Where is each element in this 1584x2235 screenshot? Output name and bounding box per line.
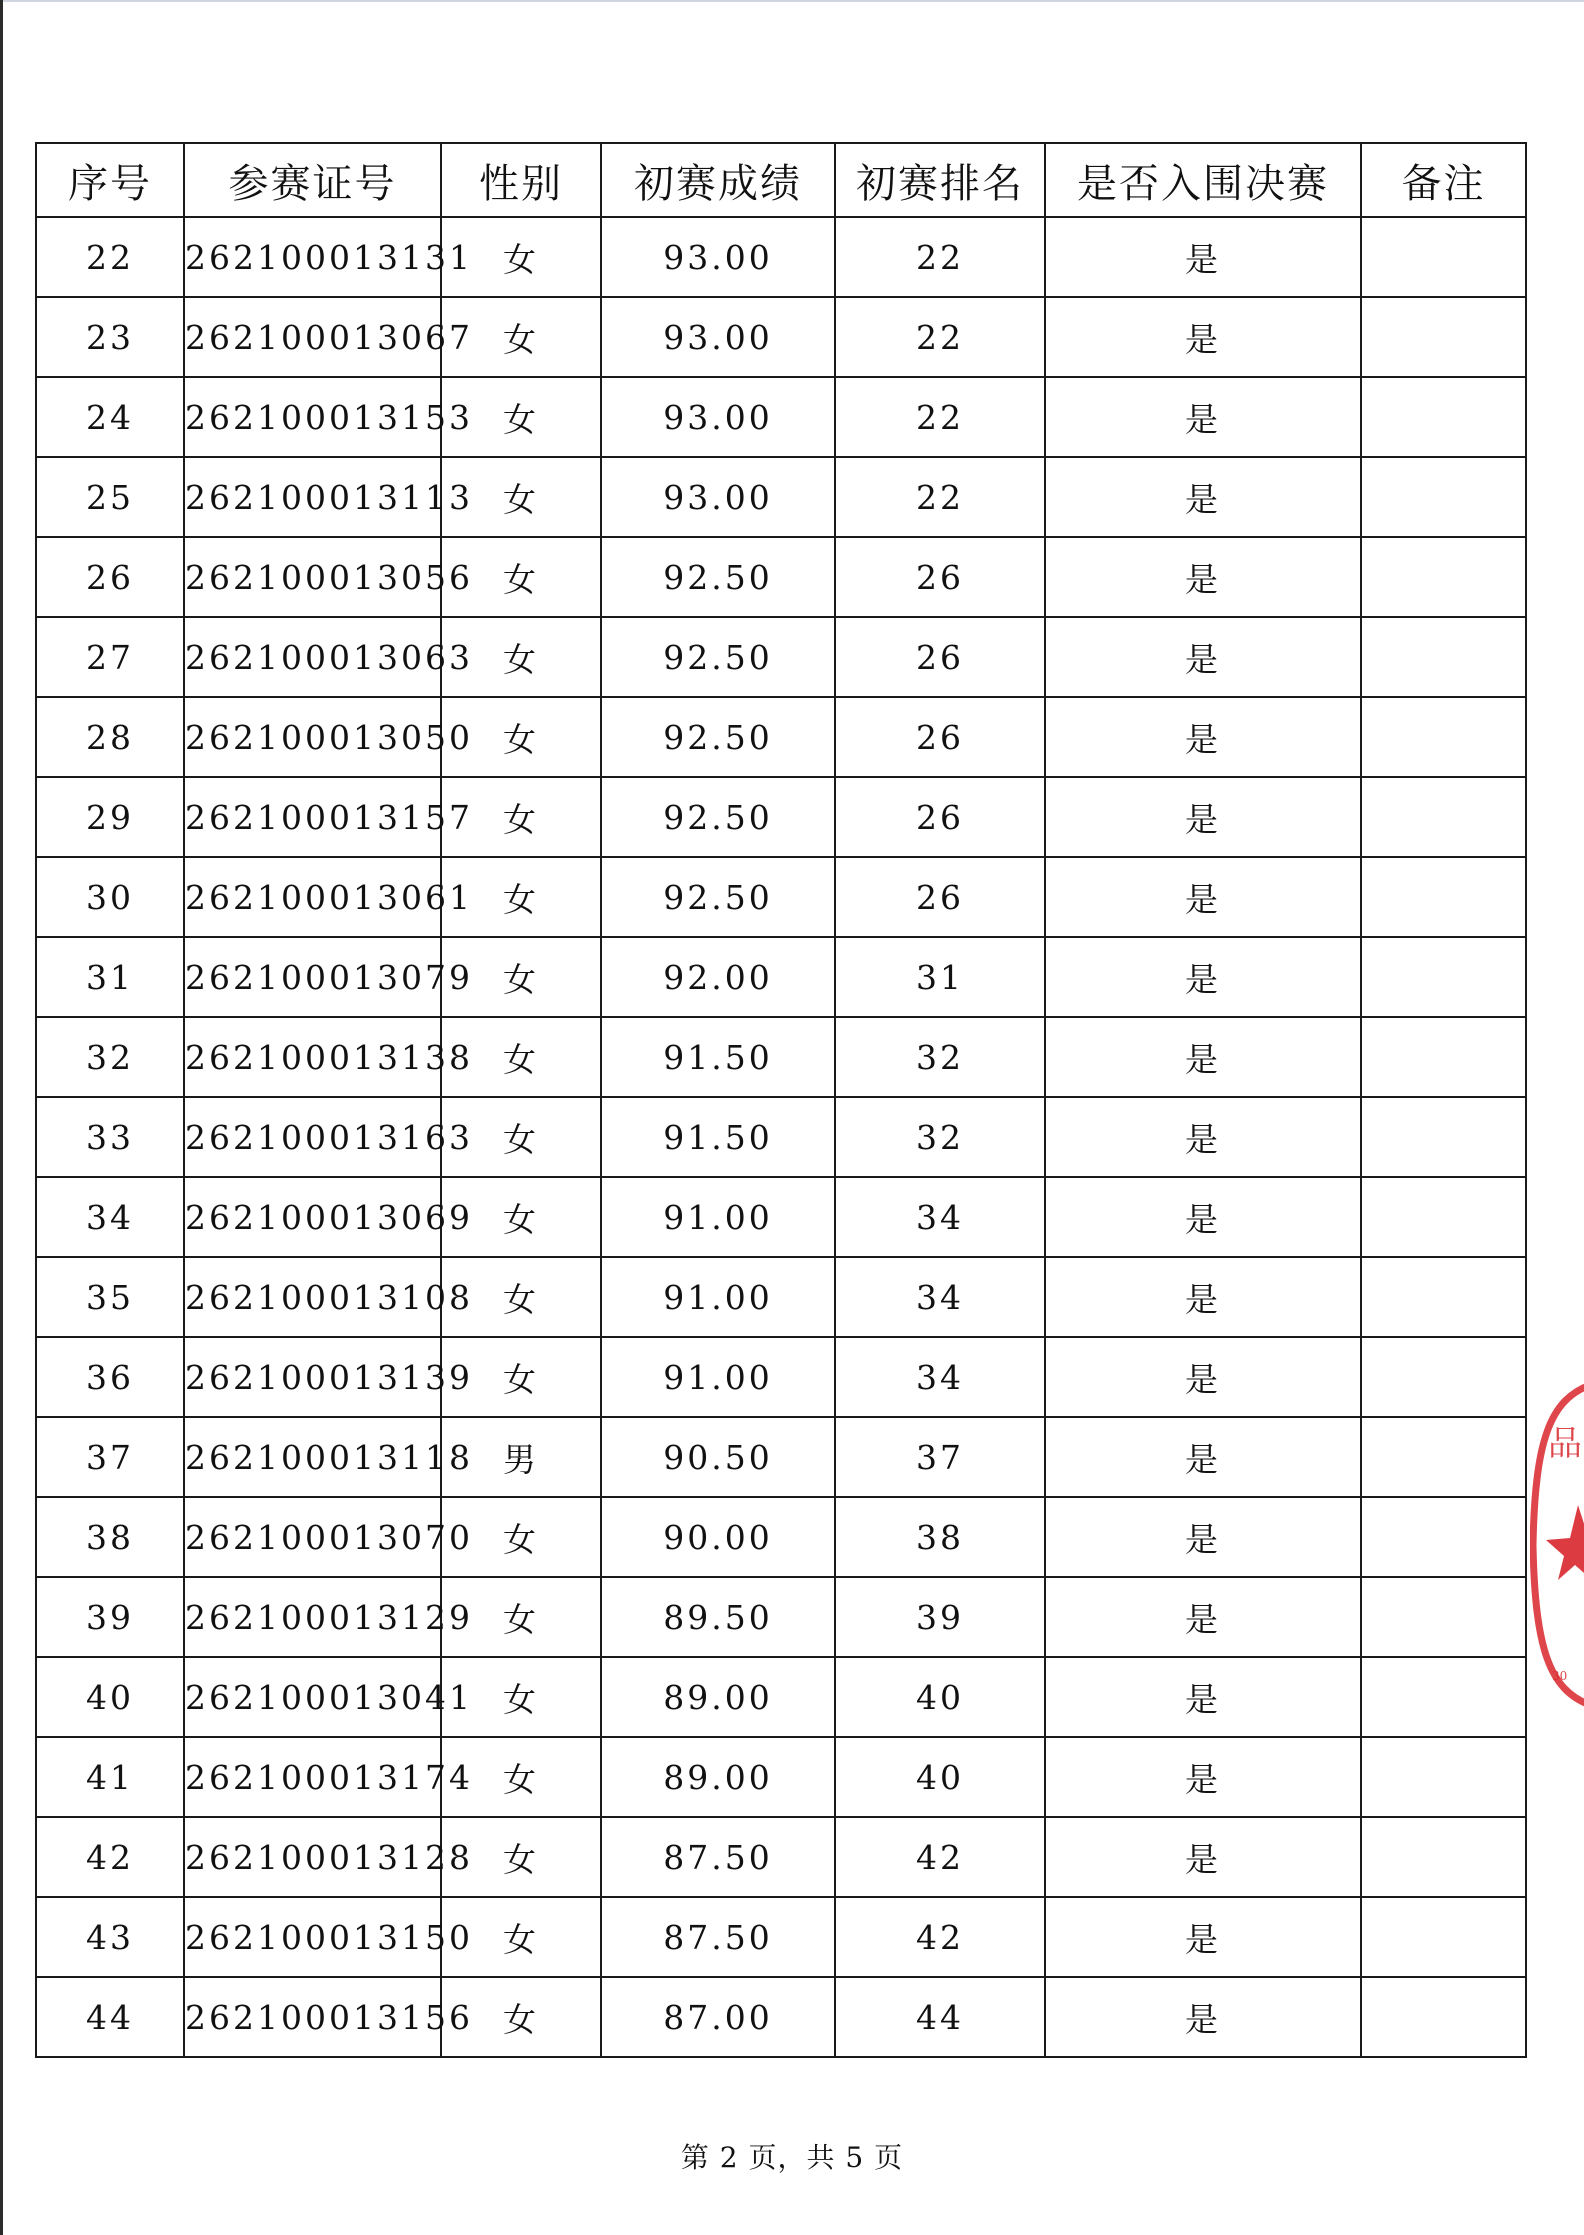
cell-ticket-number: 262100013067: [184, 297, 441, 377]
table-row: [36, 1097, 1526, 1177]
cell-gender: 女: [441, 777, 601, 857]
header-remarks: 备注: [1361, 143, 1526, 217]
cell-finalist: 是: [1045, 537, 1361, 617]
cell-gender: 男: [441, 1417, 601, 1497]
table-row: [36, 537, 1526, 617]
cell-gender: 女: [441, 1657, 601, 1737]
cell-seq: 38: [36, 1497, 184, 1577]
cell-prelim-rank: 22: [835, 217, 1045, 297]
cell-ticket-number: 262100013157: [184, 777, 441, 857]
cell-seq: 41: [36, 1737, 184, 1817]
table-row: [36, 1657, 1526, 1737]
cell-gender: 女: [441, 1257, 601, 1337]
cell-prelim-score: 92.50: [601, 537, 835, 617]
cell-ticket-number: 262100013056: [184, 537, 441, 617]
cell-seq: 27: [36, 617, 184, 697]
table-header-row: [36, 143, 1526, 217]
cell-seq: 22: [36, 217, 184, 297]
table-row: [36, 1257, 1526, 1337]
red-seal-stamp: [1530, 1380, 1584, 1710]
cell-gender: 女: [441, 1977, 601, 2057]
table-row: [36, 1497, 1526, 1577]
cell-finalist: 是: [1045, 217, 1361, 297]
cell-finalist: 是: [1045, 1417, 1361, 1497]
cell-finalist: 是: [1045, 1017, 1361, 1097]
cell-prelim-rank: 26: [835, 697, 1045, 777]
cell-prelim-rank: 38: [835, 1497, 1045, 1577]
cell-seq: 24: [36, 377, 184, 457]
cell-gender: 女: [441, 1497, 601, 1577]
cell-remarks: [1361, 377, 1526, 457]
cell-remarks: [1361, 937, 1526, 1017]
cell-prelim-score: 89.50: [601, 1577, 835, 1657]
cell-finalist: 是: [1045, 1177, 1361, 1257]
header-gender: 性别: [441, 143, 601, 217]
cell-gender: 女: [441, 1097, 601, 1177]
results-table: [35, 142, 1527, 2058]
cell-remarks: [1361, 457, 1526, 537]
cell-prelim-rank: 32: [835, 1017, 1045, 1097]
table-row: [36, 377, 1526, 457]
scan-left-border: [0, 0, 3, 2235]
cell-remarks: [1361, 1977, 1526, 2057]
cell-remarks: [1361, 1017, 1526, 1097]
cell-gender: 女: [441, 1817, 601, 1897]
seal-star: [1546, 1505, 1584, 1580]
cell-remarks: [1361, 617, 1526, 697]
cell-gender: 女: [441, 297, 601, 377]
page-footer: 第 2 页，共 5 页: [680, 2141, 904, 2174]
cell-finalist: 是: [1045, 1097, 1361, 1177]
cell-prelim-rank: 40: [835, 1657, 1045, 1737]
cell-gender: 女: [441, 1337, 601, 1417]
cell-finalist: 是: [1045, 457, 1361, 537]
cell-gender: 女: [441, 1017, 601, 1097]
cell-prelim-score: 93.00: [601, 457, 835, 537]
cell-ticket-number: 262100013108: [184, 1257, 441, 1337]
cell-prelim-score: 87.00: [601, 1977, 835, 2057]
cell-remarks: [1361, 1657, 1526, 1737]
cell-prelim-rank: 22: [835, 457, 1045, 537]
cell-ticket-number: 262100013129: [184, 1577, 441, 1657]
cell-ticket-number: 262100013063: [184, 617, 441, 697]
header-ticket-number: 参赛证号: [184, 143, 441, 217]
cell-prelim-rank: 34: [835, 1337, 1045, 1417]
cell-finalist: 是: [1045, 1657, 1361, 1737]
table-row: [36, 857, 1526, 937]
cell-prelim-score: 92.50: [601, 697, 835, 777]
cell-seq: 37: [36, 1417, 184, 1497]
cell-ticket-number: 262100013150: [184, 1897, 441, 1977]
cell-ticket-number: 262100013156: [184, 1977, 441, 2057]
cell-prelim-score: 93.00: [601, 297, 835, 377]
cell-prelim-rank: 26: [835, 857, 1045, 937]
cell-seq: 33: [36, 1097, 184, 1177]
cell-ticket-number: 262100013138: [184, 1017, 441, 1097]
cell-seq: 28: [36, 697, 184, 777]
cell-prelim-rank: 44: [835, 1977, 1045, 2057]
cell-prelim-score: 91.00: [601, 1257, 835, 1337]
cell-prelim-rank: 34: [835, 1177, 1045, 1257]
cell-seq: 32: [36, 1017, 184, 1097]
cell-remarks: [1361, 1257, 1526, 1337]
cell-prelim-rank: 26: [835, 537, 1045, 617]
cell-prelim-score: 90.00: [601, 1497, 835, 1577]
cell-gender: 女: [441, 1737, 601, 1817]
cell-gender: 女: [441, 1577, 601, 1657]
cell-seq: 42: [36, 1817, 184, 1897]
cell-ticket-number: 262100013118: [184, 1417, 441, 1497]
cell-prelim-rank: 39: [835, 1577, 1045, 1657]
cell-prelim-rank: 32: [835, 1097, 1045, 1177]
cell-gender: 女: [441, 377, 601, 457]
cell-gender: 女: [441, 857, 601, 937]
cell-finalist: 是: [1045, 857, 1361, 937]
cell-remarks: [1361, 1177, 1526, 1257]
cell-seq: 44: [36, 1977, 184, 2057]
cell-prelim-score: 93.00: [601, 377, 835, 457]
cell-prelim-score: 87.50: [601, 1897, 835, 1977]
seal-partial-number: 30: [1552, 1669, 1568, 1683]
header-prelim-score: 初赛成绩: [601, 143, 835, 217]
table-row: [36, 457, 1526, 537]
cell-gender: 女: [441, 617, 601, 697]
cell-finalist: 是: [1045, 1737, 1361, 1817]
cell-prelim-score: 92.50: [601, 857, 835, 937]
cell-seq: 31: [36, 937, 184, 1017]
cell-finalist: 是: [1045, 777, 1361, 857]
cell-seq: 39: [36, 1577, 184, 1657]
cell-prelim-rank: 37: [835, 1417, 1045, 1497]
cell-ticket-number: 262100013113: [184, 457, 441, 537]
cell-prelim-rank: 22: [835, 377, 1045, 457]
cell-remarks: [1361, 697, 1526, 777]
cell-finalist: 是: [1045, 377, 1361, 457]
table-row: [36, 617, 1526, 697]
cell-remarks: [1361, 1097, 1526, 1177]
cell-gender: 女: [441, 1177, 601, 1257]
table-row: [36, 1177, 1526, 1257]
cell-finalist: 是: [1045, 1497, 1361, 1577]
cell-finalist: 是: [1045, 1577, 1361, 1657]
cell-prelim-score: 90.50: [601, 1417, 835, 1497]
cell-prelim-rank: 31: [835, 937, 1045, 1017]
cell-seq: 30: [36, 857, 184, 937]
table-row: [36, 1897, 1526, 1977]
cell-prelim-rank: 34: [835, 1257, 1045, 1337]
cell-seq: 23: [36, 297, 184, 377]
cell-gender: 女: [441, 217, 601, 297]
cell-gender: 女: [441, 937, 601, 1017]
header-prelim-rank: 初赛排名: [835, 143, 1045, 217]
table-row: [36, 217, 1526, 297]
cell-finalist: 是: [1045, 297, 1361, 377]
cell-seq: 36: [36, 1337, 184, 1417]
cell-ticket-number: 262100013069: [184, 1177, 441, 1257]
cell-seq: 26: [36, 537, 184, 617]
cell-prelim-score: 92.50: [601, 777, 835, 857]
header-seq: 序号: [36, 143, 184, 217]
cell-seq: 40: [36, 1657, 184, 1737]
cell-prelim-score: 89.00: [601, 1737, 835, 1817]
cell-prelim-rank: 40: [835, 1737, 1045, 1817]
cell-seq: 35: [36, 1257, 184, 1337]
cell-ticket-number: 262100013139: [184, 1337, 441, 1417]
cell-seq: 25: [36, 457, 184, 537]
cell-finalist: 是: [1045, 1897, 1361, 1977]
cell-ticket-number: 262100013061: [184, 857, 441, 937]
cell-ticket-number: 262100013041: [184, 1657, 441, 1737]
cell-prelim-score: 91.00: [601, 1337, 835, 1417]
cell-remarks: [1361, 537, 1526, 617]
cell-remarks: [1361, 1577, 1526, 1657]
cell-finalist: 是: [1045, 697, 1361, 777]
cell-prelim-rank: 42: [835, 1897, 1045, 1977]
cell-prelim-score: 93.00: [601, 217, 835, 297]
cell-prelim-rank: 26: [835, 617, 1045, 697]
table-row: [36, 1417, 1526, 1497]
cell-ticket-number: 262100013163: [184, 1097, 441, 1177]
cell-gender: 女: [441, 697, 601, 777]
cell-gender: 女: [441, 1897, 601, 1977]
cell-finalist: 是: [1045, 617, 1361, 697]
cell-remarks: [1361, 1497, 1526, 1577]
cell-prelim-score: 91.50: [601, 1017, 835, 1097]
cell-remarks: [1361, 1737, 1526, 1817]
cell-seq: 29: [36, 777, 184, 857]
table-row: [36, 1817, 1526, 1897]
cell-prelim-score: 91.50: [601, 1097, 835, 1177]
table-row: [36, 697, 1526, 777]
table-row: [36, 1017, 1526, 1097]
seal-partial-text: 品: [1548, 1424, 1582, 1464]
cell-remarks: [1361, 857, 1526, 937]
cell-ticket-number: 262100013131: [184, 217, 441, 297]
cell-remarks: [1361, 1897, 1526, 1977]
table-body: [36, 217, 1526, 2057]
cell-remarks: [1361, 1817, 1526, 1897]
cell-prelim-score: 91.00: [601, 1177, 835, 1257]
cell-finalist: 是: [1045, 1817, 1361, 1897]
cell-finalist: 是: [1045, 937, 1361, 1017]
table-row: [36, 1737, 1526, 1817]
table-row: [36, 1977, 1526, 2057]
cell-seq: 34: [36, 1177, 184, 1257]
cell-gender: 女: [441, 537, 601, 617]
cell-ticket-number: 262100013070: [184, 1497, 441, 1577]
cell-remarks: [1361, 777, 1526, 857]
cell-finalist: 是: [1045, 1257, 1361, 1337]
scan-top-edge: [0, 0, 1584, 2]
cell-prelim-rank: 42: [835, 1817, 1045, 1897]
table-row: [36, 937, 1526, 1017]
cell-ticket-number: 262100013079: [184, 937, 441, 1017]
cell-prelim-rank: 26: [835, 777, 1045, 857]
cell-ticket-number: 262100013050: [184, 697, 441, 777]
cell-prelim-score: 89.00: [601, 1657, 835, 1737]
table-row: [36, 297, 1526, 377]
cell-remarks: [1361, 297, 1526, 377]
table-row: [36, 1577, 1526, 1657]
cell-ticket-number: 262100013128: [184, 1817, 441, 1897]
cell-prelim-score: 92.00: [601, 937, 835, 1017]
table-row: [36, 1337, 1526, 1417]
cell-remarks: [1361, 217, 1526, 297]
cell-remarks: [1361, 1417, 1526, 1497]
cell-finalist: 是: [1045, 1977, 1361, 2057]
header-finalist: 是否入围决赛: [1045, 143, 1361, 217]
cell-prelim-rank: 22: [835, 297, 1045, 377]
cell-ticket-number: 262100013174: [184, 1737, 441, 1817]
cell-prelim-score: 92.50: [601, 617, 835, 697]
table-row: [36, 777, 1526, 857]
cell-seq: 43: [36, 1897, 184, 1977]
cell-prelim-score: 87.50: [601, 1817, 835, 1897]
cell-finalist: 是: [1045, 1337, 1361, 1417]
cell-gender: 女: [441, 457, 601, 537]
cell-remarks: [1361, 1337, 1526, 1417]
cell-ticket-number: 262100013153: [184, 377, 441, 457]
